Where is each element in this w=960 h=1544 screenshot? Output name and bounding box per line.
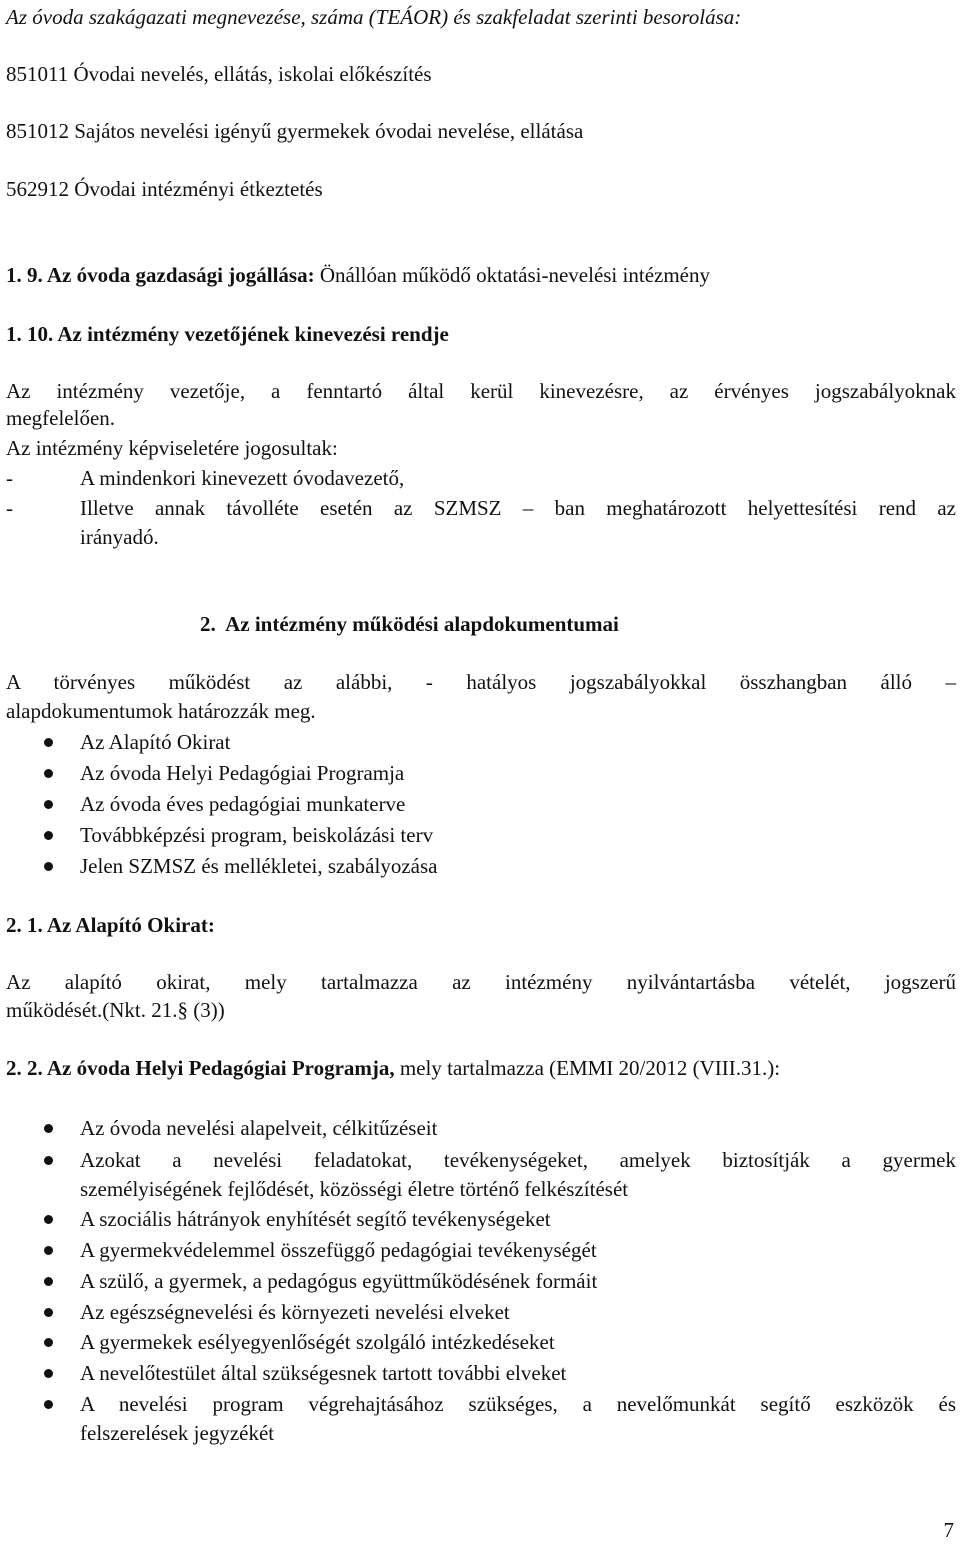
bullet-icon (44, 1308, 53, 1317)
section-2-2-heading (6, 1054, 956, 1082)
bullet-icon (44, 862, 53, 871)
dash-marker: - (6, 496, 13, 520)
bullet-icon (44, 1369, 53, 1378)
section-2-2-heading-bold: 2. 2. Az óvoda Helyi Pedagógiai Programja, (6, 1056, 395, 1080)
bullet-icon (44, 831, 53, 840)
representative-text: A mindenkori kinevezett óvodavezető, (80, 466, 405, 490)
section-2-1-para-line2: működését.(Nkt. 21.§ (3)) (6, 998, 225, 1022)
section-1-9-label: 1. 9. Az óvoda gazdasági jogállása: (6, 263, 315, 287)
bullet-icon (44, 738, 53, 747)
bullet-icon (44, 1338, 53, 1347)
representation-intro: Az intézmény képviseletére jogosultak: (6, 436, 338, 460)
page-number: 7 (943, 1518, 954, 1542)
section-1-9-value: Önállóan működő oktatási-nevelési intézmény (314, 263, 710, 287)
bullet-icon (44, 1215, 53, 1224)
teaor-heading: Az óvoda szakágazati megnevezése, száma (TEÁOR) és szakfeladat szerinti besorolása: (6, 5, 742, 29)
section-2-2-heading-rest: mely tartalmazza (EMMI 20/2012 (VIII.31.): (394, 1056, 781, 1080)
program-list-item: Azokat a nevelési feladatokat, tevékenységeket, amelyek biztosítják a gyermek személyiségének fejlődését, közösségi életre történő felkészítését (44, 1146, 956, 1204)
bullet-icon (44, 1124, 53, 1133)
representative-text: Illetve annak távolléte esetén az SZMSZ – ban meghatározott helyettesítési rend az (80, 496, 956, 520)
teaor-code-562912: 562912 Óvodai intézményi étkeztetés (6, 177, 323, 201)
section-2-heading: 2. Az intézmény működési alapdokumentumai (200, 612, 619, 636)
section-1-10-para-line1: Az intézmény vezetője, a fenntartó által kerül kinevezésre, az érvényes jogszabályoknak (6, 379, 956, 403)
bullet-icon (44, 800, 53, 809)
teaor-code-851011: 851011 Óvodai nevelés, ellátás, iskolai előkészítés (6, 62, 432, 86)
teaor-code-851012: 851012 Sajátos nevelési igényű gyermekek óvodai nevelése, ellátása (6, 119, 584, 143)
representative-item (6, 494, 956, 550)
bullet-icon (44, 769, 53, 778)
bullet-icon (44, 1156, 53, 1165)
bullet-icon (44, 1400, 53, 1409)
section-2-para-line1: A törvényes működést az alábbi, - hatályos jogszabályokkal összhangban álló – (6, 670, 956, 694)
bullet-icon (44, 1277, 53, 1286)
dash-marker: - (6, 466, 13, 490)
section-2-para-line2: alapdokumentumok határozzák meg. (6, 699, 316, 723)
program-list-item: A nevelési program végrehajtásához szükséges, a nevelőmunkát segítő eszközök és felszerelések jegyzékét (44, 1390, 956, 1448)
section-1-10-para-line2: megfelelően. (6, 406, 116, 430)
section-1-10-heading: 1. 10. Az intézmény vezetőjének kinevezési rendje (6, 322, 449, 346)
representative-item (6, 464, 956, 492)
representative-text-cont: irányadó. (80, 525, 159, 549)
section-1-9 (6, 261, 956, 289)
bullet-icon (44, 1246, 53, 1255)
section-2-1-para-line1: Az alapító okirat, mely tartalmazza az intézmény nyilvántartásba vételét, jogszerű (6, 970, 956, 994)
section-2-1-heading: 2. 1. Az Alapító Okirat: (6, 913, 215, 937)
